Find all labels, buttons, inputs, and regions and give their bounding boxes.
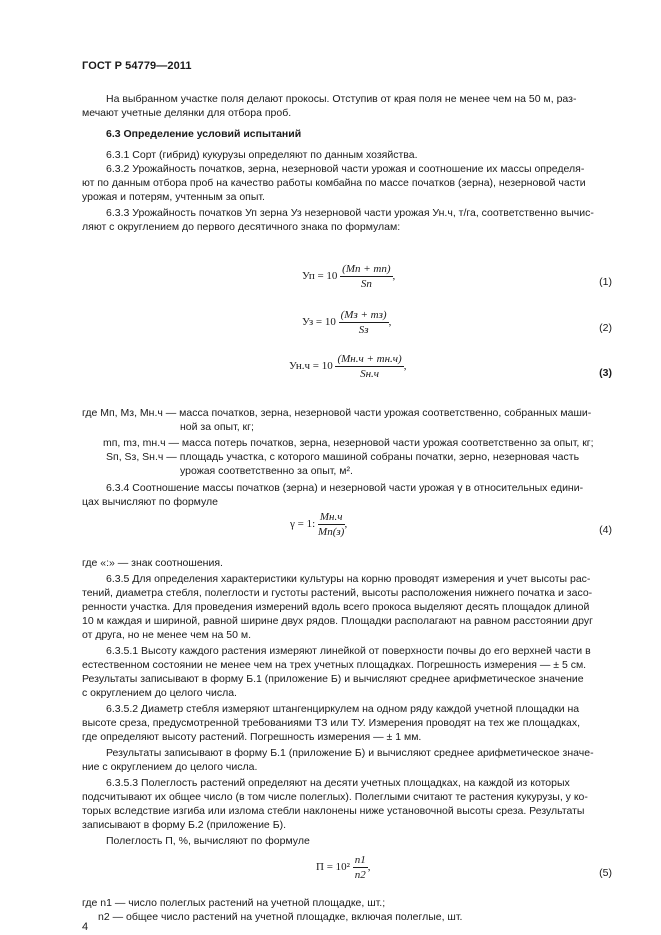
legend-line: n2 — общее число растений на учетной площадке, включая полеглые, шт. bbox=[98, 911, 463, 923]
para-line: 6.3.2 Урожайность початков, зерна, незерновой части урожая и соотношение их массы определя- bbox=[106, 163, 585, 175]
para-line: ние с округлением до целого числа. bbox=[82, 761, 258, 773]
formula-5-numerator: n1 bbox=[354, 854, 366, 866]
equation-number-4: (4) bbox=[599, 524, 612, 536]
legend-line: ной за опыт, кг; bbox=[180, 421, 254, 433]
para-line: 6.3.5 Для определения характеристики культуры на корню проводят измерения и учет высоты рас- bbox=[106, 573, 591, 585]
formula-3-denominator: Sн.ч bbox=[360, 368, 380, 380]
page-number: 4 bbox=[82, 921, 89, 933]
formula-3-tail: , bbox=[403, 360, 407, 373]
formula-4-tail: , bbox=[344, 518, 348, 531]
equation-number-5: (5) bbox=[599, 867, 612, 879]
formula-4 bbox=[290, 510, 347, 539]
para-line: торых вследствие изгиба или излома стебли наклонены ниже установочной высоты среза. Результаты bbox=[82, 805, 585, 817]
para-line: 10 м каждая и шириной, равной ширине двух рядов. Площадки располагают на равном расстоянии друг bbox=[82, 615, 593, 627]
legend-line: где Мп, Мз, Мн.ч — масса початков, зерна, незерновой части урожая соответственно, собранных маши- bbox=[82, 407, 592, 419]
para-line: 6.3.3 Урожайность початков Уп зерна Уз незерновой части урожая Ун.ч, т/га, соответственно вычис- bbox=[106, 207, 594, 219]
formula-1 bbox=[302, 262, 395, 291]
formula-5-denominator: n2 bbox=[354, 869, 366, 881]
legend-line: mп, mз, mн.ч — масса потерь початков, зерна, незерновой части урожая соответственно за опыт, кг; bbox=[103, 437, 594, 449]
para-line: высоте среза, предусмотренной требованиями ТЗ или ТУ. Измерения проводят на тех же площадках, bbox=[82, 717, 580, 729]
section-heading: 6.3 Определение условий испытаний bbox=[106, 128, 302, 140]
para-line: ляют с округлением до первого десятичного знака по формулам: bbox=[82, 221, 401, 233]
para-line: 6.3.5.1 Высоту каждого растения измеряют линейкой от поверхности почвы до его верхней части в bbox=[106, 645, 591, 657]
equation-number-3: (3) bbox=[599, 367, 612, 379]
equation-number-2: (2) bbox=[599, 322, 612, 334]
para-line: мечают учетные делянки для отбора проб. bbox=[82, 107, 292, 119]
formula-2-lhs: Уз = 10 bbox=[302, 316, 336, 329]
para-line: от друга, но не менее чем на 50 м. bbox=[82, 629, 252, 641]
formula-1-tail: , bbox=[392, 270, 396, 283]
formula-2 bbox=[302, 308, 391, 337]
formula-4-lhs: γ = 1: bbox=[290, 518, 316, 531]
para-line: с округлением до целого числа. bbox=[82, 687, 237, 699]
para-line: Результаты записывают в форму Б.1 (приложение Б) и вычисляют среднее арифметическое значе- bbox=[106, 747, 594, 759]
para-line: подсчитывают их общее число (в том числе полеглых). Полеглыми считают те растения кукурузы, у ко- bbox=[82, 791, 588, 803]
para-line: Результаты записывают в форму Б.1 (приложение Б) и вычисляют среднее арифметическое значение bbox=[82, 673, 584, 685]
para-line: Полеглость П, %, вычисляют по формуле bbox=[106, 835, 310, 847]
legend-line: урожая соответственно за опыт, м². bbox=[180, 465, 353, 477]
para-line: 6.3.4 Соотношение массы початков (зерна) и незерновой части урожая γ в относительных едини- bbox=[106, 482, 584, 494]
para-line: записывают в форму Б.2 (приложение Б). bbox=[82, 819, 286, 831]
formula-2-numerator: (Мз + mз) bbox=[340, 309, 387, 321]
formula-2-denominator: Sз bbox=[358, 324, 369, 336]
formula-5-tail: , bbox=[367, 861, 371, 874]
legend-line: Sп, Sз, Sн.ч — площадь участка, с которого машиной собраны початки, зерно, незерновая часть bbox=[106, 451, 580, 463]
para-line: 6.3.1 Сорт (гибрид) кукурузы определяют по данным хозяйства. bbox=[106, 149, 418, 161]
formula-5 bbox=[316, 853, 370, 882]
formula-5-lhs: П = 10² bbox=[316, 861, 350, 874]
para-line: цах вычисляют по формуле bbox=[82, 496, 218, 508]
para-line: тений, диаметра стебля, полеглости и густоты растений, высоты расположения нижнего початка и засо- bbox=[82, 587, 593, 599]
formula-1-denominator: Sп bbox=[360, 278, 372, 290]
equation-number-1: (1) bbox=[599, 276, 612, 288]
legend-line: где n1 — число полеглых растений на учетной площадке, шт.; bbox=[82, 897, 386, 909]
formula-3-lhs: Ун.ч = 10 bbox=[289, 360, 333, 373]
formula-4-denominator: Мп(з) bbox=[318, 526, 345, 538]
para-line: где определяют высоту растений. Погрешность измерения — ± 1 мм. bbox=[82, 731, 422, 743]
formula-3 bbox=[289, 352, 406, 381]
para-line: 6.3.5.3 Полеглость растений определяют на десяти учетных площадках, на каждой из которых bbox=[106, 777, 570, 789]
para-line: На выбранном участке поля делают прокосы. Отступив от края поля не менее чем на 50 м, раз- bbox=[106, 93, 577, 105]
para-line: естественном состоянии не менее чем на трех учетных площадках. Погрешность измерения — ± 5 см. bbox=[82, 659, 587, 671]
para-line: ют по данным отбора проб на качество работы комбайна по массе початков (зерна), незерновой части bbox=[82, 177, 586, 189]
document-header: ГОСТ Р 54779—2011 bbox=[82, 60, 192, 72]
para-line: где «:» — знак соотношения. bbox=[82, 557, 223, 569]
formula-2-tail: , bbox=[388, 316, 392, 329]
formula-1-lhs: Уп = 10 bbox=[302, 270, 338, 283]
para-line: 6.3.5.2 Диаметр стебля измеряют штангенциркулем на одном ряду каждой учетной площадки на bbox=[106, 703, 580, 715]
para-line: ренности участка. Для проведения измерений вдоль всего прокоса выделяют десять площадок длиной bbox=[82, 601, 590, 613]
formula-1-numerator: (Мп + mп) bbox=[342, 263, 391, 275]
formula-4-numerator: Мн.ч bbox=[319, 511, 343, 523]
para-line: урожая и потерям, учтенным за опыт. bbox=[82, 191, 265, 203]
formula-3-numerator: (Мн.ч + mн.ч) bbox=[337, 353, 402, 365]
